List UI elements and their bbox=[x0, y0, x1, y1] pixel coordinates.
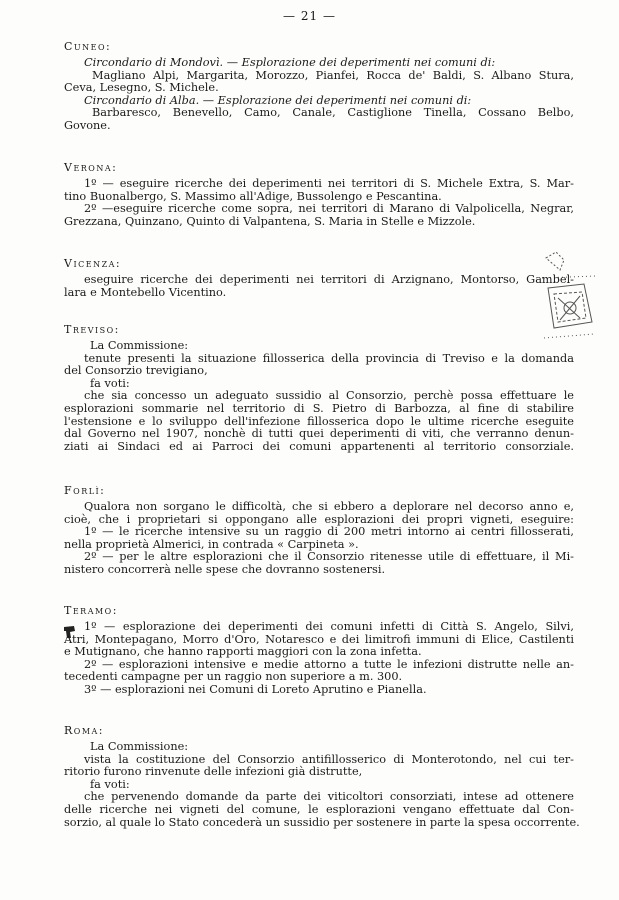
section-heading: Teramo: bbox=[64, 604, 118, 617]
text-line: Qualora non sorgano le difficoltà, che si ebbero a deplorare nel decorso anno e, bbox=[84, 500, 574, 513]
text-line: lara e Montebello Vicentino. bbox=[64, 285, 227, 299]
text-line: Grezzana, Quinzano, Quinto di Valpantena, S. Maria in Stelle e Mizzole. bbox=[64, 214, 476, 228]
text-line: ritorio furono rinvenute delle infezioni già distrutte, bbox=[64, 765, 363, 779]
text-line: 1º — esplorazione dei deperimenti dei comuni infetti di Città S. Angelo, Silvi, bbox=[84, 620, 574, 633]
text-line: Ceva, Lesegno, S. Michele. bbox=[64, 81, 219, 95]
text-line: fa voti: bbox=[90, 777, 130, 791]
section-heading: Vicenza: bbox=[64, 257, 122, 270]
text-line: vista la costituzione del Consorzio antifillosserico di Monterotondo, nel cui ter- bbox=[84, 752, 574, 766]
text-line: Circondario di Mondovì. — Esplorazione dei deperimenti nei comuni di: bbox=[84, 56, 496, 69]
text-line: esplorazioni sommarie nel territorio di S. Pietro di Barbozza, al fine di stabilire bbox=[64, 401, 574, 415]
text-line: 2º — esplorazioni intensive e medie attorno a tutte le infezioni distrutte nelle an- bbox=[84, 657, 574, 671]
section-verona bbox=[64, 161, 574, 228]
text-line: nistero concorrerà nelle spese che dovranno sostenersi. bbox=[64, 562, 386, 576]
text-line: 1º — eseguire ricerche dei deperimenti nei territori di S. Michele Extra, S. Mar- bbox=[84, 177, 574, 190]
section-roma bbox=[64, 724, 580, 829]
text-line: tenute presenti la situazione fillosserica della provincia di Treviso e la domanda bbox=[84, 351, 574, 365]
text-line: cioè, che i proprietari si oppongano alle esplorazioni dei propri vigneti, eseguire: bbox=[64, 512, 574, 526]
text-line: ziati ai Sindaci ed ai Parroci dei comuni appartenenti al territorio consorziale. bbox=[64, 439, 574, 453]
section-treviso bbox=[64, 323, 574, 453]
text-line: 2º — per le altre esplorazioni che il Consorzio ritenesse utile di effettuare, il Mi- bbox=[84, 550, 574, 564]
section-vicenza bbox=[64, 257, 574, 299]
section-heading: Roma: bbox=[64, 724, 105, 737]
text-line: La Commissione: bbox=[90, 339, 189, 352]
text-line: sorzio, al quale lo Stato concederà un sussidio per sostenere in parte la spesa occorrente. bbox=[64, 815, 580, 829]
text-line: l'estensione e lo sviluppo dell'infezione fillosserica dopo le ultime ricerche eseguite bbox=[64, 414, 574, 428]
text-line: eseguire ricerche dei deperimenti nei territori di Arzignano, Montorso, Gambel- bbox=[84, 273, 574, 286]
text-line: che sia concesso un adeguato sussidio al Consorzio, perchè possa effettuare le bbox=[84, 389, 574, 403]
text-line: dal Governo nel 1907, nonchè di tutti quei deperimenti di viti, che verranno denun- bbox=[64, 427, 574, 441]
section-heading: Verona: bbox=[64, 161, 118, 174]
text-line: Barbaresco, Benevello, Camo, Canale, Castiglione Tinella, Cossano Belbo, bbox=[92, 106, 574, 120]
text-line: tino Buonalbergo, S. Massimo all'Adige, Bussolengo e Pescantina. bbox=[64, 189, 442, 203]
page-number: — 21 — bbox=[283, 9, 336, 23]
section-forli bbox=[64, 484, 574, 577]
section-heading: Treviso: bbox=[64, 323, 120, 336]
text-line: 1º — le ricerche intensive su un raggio di 200 metri intorno ai centri fillosserati, bbox=[84, 525, 574, 539]
section-cuneo bbox=[64, 40, 574, 133]
text-line: tecedenti campagne per un raggio non superiore a m. 300. bbox=[64, 670, 403, 684]
text-line: che pervenendo domande da parte dei viticoltori consorziati, intese ad ottenere bbox=[84, 790, 574, 804]
text-line: 2º —eseguire ricerche come sopra, nei territori di Marano di Valpolicella, Negrar, bbox=[84, 202, 574, 216]
text-line: delle ricerche nei vigneti del comune, le esplorazioni vengano effettuate dal Con- bbox=[64, 802, 574, 816]
section-heading: Cuneo: bbox=[64, 40, 112, 53]
text-line: nella proprietà Almerici, in contrada « Carpineta ». bbox=[64, 537, 359, 551]
section-teramo bbox=[64, 604, 574, 697]
text-line: Atri, Montepagano, Morro d'Oro, Notaresco e dei limitrofi immuni di Elice, Castilenti bbox=[64, 632, 574, 646]
text-line: Magliano Alpi, Margarita, Morozzo, Pianfei, Rocca de' Baldi, S. Albano Stura, bbox=[92, 68, 574, 82]
text-line: 3º — esplorazioni nei Comuni di Loreto Aprutino e Pianella. bbox=[84, 682, 427, 696]
text-line: del Consorzio trevigiano, bbox=[64, 364, 208, 378]
section-heading: Forlì: bbox=[64, 484, 106, 497]
text-line: e Mutignano, che hanno rapporti maggiori con la zona infetta. bbox=[64, 645, 422, 659]
text-line: La Commissione: bbox=[90, 740, 189, 753]
text-line: Govone. bbox=[64, 118, 111, 132]
text-line: Circondario di Alba. — Esplorazione dei deperimenti nei comuni di: bbox=[84, 93, 472, 107]
text-line: fa voti: bbox=[90, 376, 130, 390]
